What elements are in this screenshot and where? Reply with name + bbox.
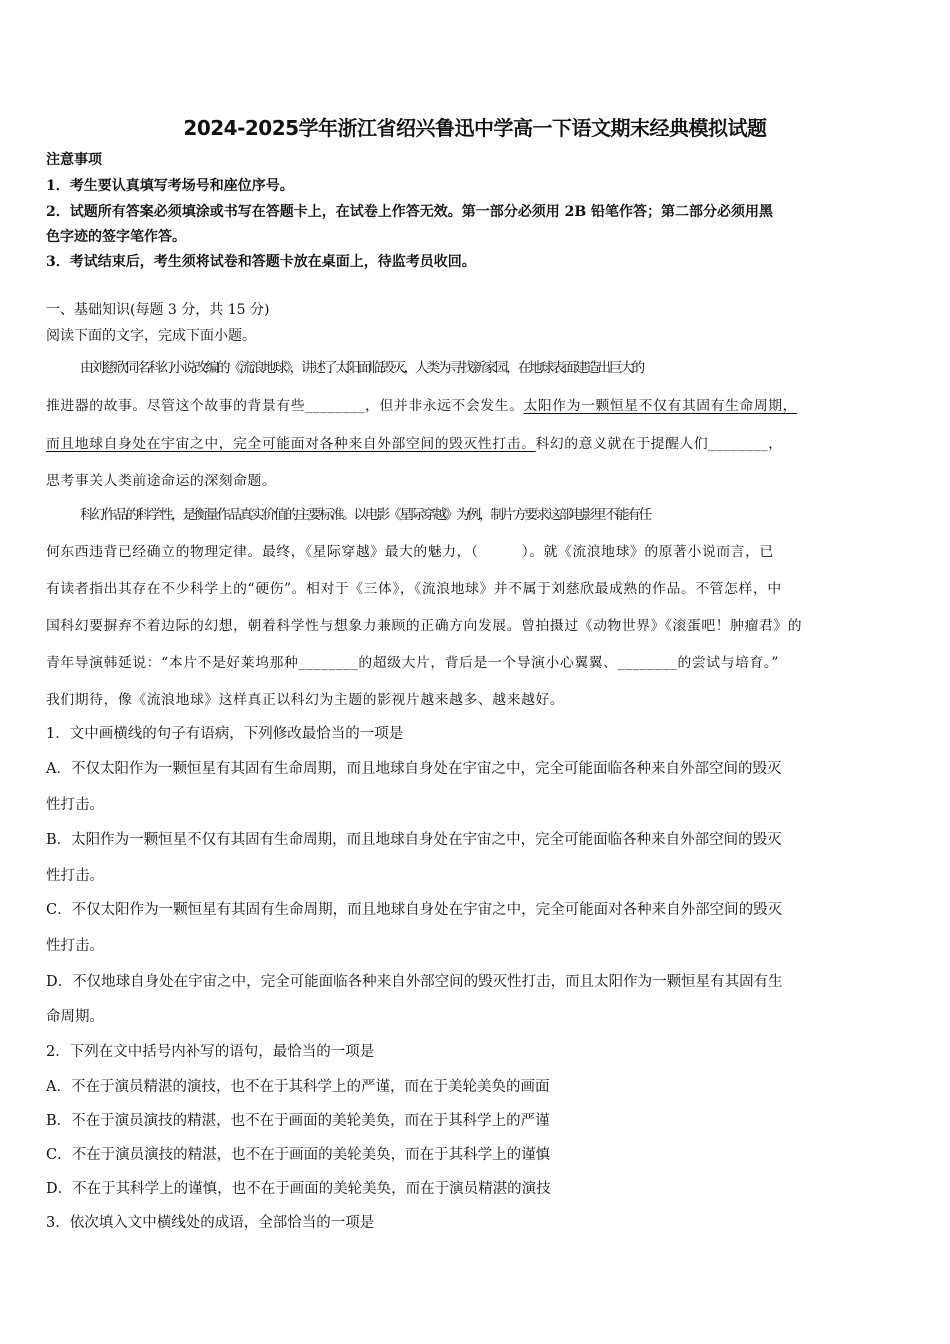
notice-item-3: 3．考试结束后，考生须将试卷和答题卡放在桌面上，待监考员收回。	[46, 254, 476, 270]
notice-item-1: 1．考生要认真填写考场号和座位序号。	[46, 178, 294, 194]
q1-option-b-cont: 性打击。	[46, 868, 104, 884]
q2-option-a: A．不在于演员精湛的演技，也不在于其科学上的严谨，而在于美轮美奂的画面	[46, 1079, 550, 1095]
underlined-sentence: 而且地球自身处在宇宙之中，完全可能面对各种来自外部空间的毁灭性打击。	[46, 436, 536, 452]
notice-item-2a: 2．试题所有答案必须填涂或书写在答题卡上，在试卷上作答无效。第一部分必须用 2B 铅笔作答；第二部分必须用黑	[46, 204, 774, 220]
q1-option-a-cont: 性打击。	[46, 797, 104, 813]
question-1-stem: 1．文中画横线的句子有语病，下列修改最恰当的一项是	[46, 726, 404, 742]
passage-line: 有读者指出其存在不少科学上的“硬伤”。相对于《三体》，《流浪地球》并不属于刘慈欣最成熟的作品。不管怎样，中	[46, 581, 782, 597]
passage-line: 科幻作品的科学性，是衡量作品真实价值的主要标准。以电影《星际穿越》为例，制片方要求这部电影里不能有任	[80, 507, 650, 523]
question-3-stem: 3．依次填入文中横线处的成语，全部恰当的一项是	[46, 1215, 375, 1231]
passage-line	[46, 434, 906, 454]
q2-option-d: D．不在于其科学上的谨慎，也不在于画面的美轮美奂，而在于演员精湛的演技	[46, 1181, 551, 1197]
underlined-sentence: 太阳作为一颗恒星不仅有其固有生命周期，	[523, 398, 798, 414]
q1-option-a: A．不仅太阳作为一颗恒星有其固有生命周期，而且地球自身处在宇宙之中，完全可能面临各种来自外部空间的毁灭	[46, 761, 782, 777]
passage-line: 由刘慈欣同名科幻小说改编的《流浪地球》，讲述了太阳面临毁灭，人类为寻找新家园，在地球表面建造出巨大的	[80, 360, 643, 376]
notice-item-2b: 色字迹的签字笔作答。	[46, 229, 186, 245]
q1-option-d: D．不仅地球自身处在宇宙之中，完全可能面临各种来自外部空间的毁灭性打击，而且太阳作为一颗恒星有其固有生	[46, 974, 783, 990]
passage-text: 推进器的故事。尽管这个故事的背景有些________，但并非永远不会发生。	[46, 398, 524, 414]
passage-line: 何东西违背已经确立的物理定律。最终，《星际穿越》最大的魅力，（ ）。就《流浪地球》的原著小说而言，已	[46, 544, 774, 560]
q1-option-b: B．太阳作为一颗恒星不仅有其固有生命周期，而且地球自身处在宇宙之中，完全可能面临各种来自外部空间的毁灭	[46, 832, 782, 848]
notice-heading: 注意事项	[46, 152, 102, 168]
passage-line: 思考事关人类前途命运的深刻命题。	[46, 473, 277, 489]
passage-line: 青年导演韩延说：“本片不是好莱坞那种________的超级大片，背后是一个导演小心翼翼、________的尝试与培育。”	[46, 655, 780, 671]
passage-line: 国科幻要摒弃不着边际的幻想，朝着科学性与想象力兼顾的正确方向发展。曾拍摄过《动物世界》《滚蛋吧！肿瘤君》的	[46, 618, 803, 634]
q2-option-b: B．不在于演员演技的精湛，也不在于画面的美轮美奂，而在于其科学上的严谨	[46, 1113, 550, 1129]
passage-line: 我们期待，像《流浪地球》这样真正以科幻为主题的影视片越来越多、越来越好。	[46, 692, 565, 708]
passage-line	[46, 396, 906, 416]
q1-option-c-cont: 性打击。	[46, 938, 104, 954]
section-heading: 一、基础知识(每题 3 分，共 15 分)	[46, 302, 270, 318]
q1-option-d-cont: 命周期。	[46, 1009, 104, 1025]
question-2-stem: 2．下列在文中括号内补写的语句，最恰当的一项是	[46, 1044, 375, 1060]
page-title: 2024-2025学年浙江省绍兴鲁迅中学高一下语文期末经典模拟试题	[183, 116, 767, 140]
q1-option-c: C．不仅太阳作为一颗恒星有其固有生命周期，而且地球自身处在宇宙之中，完全可能面对各种来自外部空间的毁灭	[46, 902, 783, 918]
passage-text: 科幻的意义就在于提醒人们________，	[535, 436, 783, 452]
q2-option-c: C．不在于演员演技的精湛，也不在于画面的美轮美奂，而在于其科学上的谨慎	[46, 1147, 551, 1163]
section-instruction: 阅读下面的文字，完成下面小题。	[46, 328, 256, 344]
